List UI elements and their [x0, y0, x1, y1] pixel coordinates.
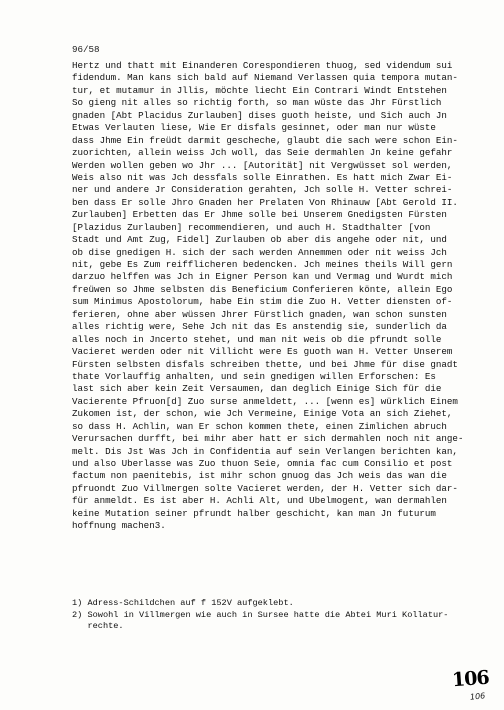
text-line: factum non paenitebis, ist mihr schon gnuog das Jch weis das wan die: [72, 470, 447, 482]
text-line: Etwas Verlauten liese, Wie Er disfals gesinnet, oder man nur wüste: [72, 122, 436, 134]
text-line: Verursachen durfft, bei mihr aber hatt er sich dermahlen noch nit ange-: [72, 433, 464, 445]
text-line: thate Vorlauffig anhalten, und sein gnedigen willen Erforschen: Es: [72, 370, 436, 382]
text-line: [Plazidus Zurlauben] recommendieren, und auch H. Stadthalter [von: [72, 221, 431, 233]
text-line: Zukomen ist, der schon, wie Jch Vermeine, Einige Vota an sich Ziehet,: [72, 408, 453, 420]
text-line: fidendum. Man kans sich bald auf Niemand Verlassen quia tempora mutan-: [72, 72, 458, 84]
footnote-line: 1) Adress-Schildchen auf f 152V aufgeklebt.: [72, 598, 294, 608]
text-line: Fürsten selbsten disfals schreiben thette, und bei Jhme für dise gnadt: [72, 358, 458, 370]
text-line: alles noch in Jncerto stehet, und man nit weis ob die pfrundt solle: [72, 333, 442, 345]
folio-number: 96/58: [72, 44, 100, 55]
text-line: hoffnung machen3.: [72, 520, 166, 532]
text-line: ob dise gnedigen H. sich der sach werden Annemmen oder nit weiss Jch: [72, 246, 447, 258]
text-line: ferieren, ohne aber wüssen Jhrer Fürstlich gnaden, wan schon sunsten: [72, 308, 447, 320]
page-stamp-number: 106: [451, 666, 490, 692]
text-line: tur, et mutamur in Jllis, möchte liecht Ein Contrari Windt Entstehen: [72, 84, 447, 96]
text-line: Hertz und thatt mit Einanderen Corespondieren thuog, sed videndum sui: [72, 60, 453, 71]
text-line: dass Jhme Ein freüdt darmit gescheche, glaubt die sach were schon Ein-: [72, 134, 458, 146]
text-line: Weis also nit was Jch dessfals solle Einrathen. Es hatt mich Zwar Ei-: [72, 171, 453, 183]
text-line: melt. Dis Jst Was Jch in Confidentia auf sein Verlangen berichten kan,: [72, 445, 458, 457]
text-line: Werden wollen geben wo Jhr ... [Autorität] nit Vergwüsset sol werden,: [72, 159, 453, 171]
text-line: nit, gebe Es Zum reifflicheren bedencken. Jch meines theils Will gern: [72, 259, 453, 270]
text-line: so dass H. Achlin, wan Er schon kommen thete, einen Zimlichen abruch: [72, 420, 447, 432]
text-line: freüwen so Jhme selbsten dis Beneficium Conferieren könte, allein Ego: [72, 283, 453, 295]
text-line: Zurlauben] Erbetten das Er Jhme solle bei Unserem Gnedigsten Fürsten: [72, 209, 447, 221]
text-line: ben dass Er solle Jhro Gnaden her Prelaten Von Rhinauw [Abt Gerold II.: [72, 196, 458, 208]
page-stamp-number-small: 106: [469, 691, 486, 702]
text-line: zuorichten, allein weiss Jch woll, das Seie dermahlen Jn keine gefahr: [72, 147, 453, 159]
text-line: last sich aber kein Zeit Versaumen, dan deglich Einige Sich für die: [72, 383, 442, 395]
text-line: darzuo helffen was Jch in Eigner Person kan und Vermag und Wurdt mich: [72, 271, 453, 283]
text-line: Vacieret werden oder nit Villicht were Es guoth wan H. Vetter Unserem: [72, 346, 453, 358]
text-line: Vacierente Pfruon[d] Zuo surse anmeldett, ... [wenn es] würklich Einem: [72, 395, 458, 407]
text-line: ner und andere Jr Consideration gerahten, Jch solle H. Vetter schrei-: [72, 184, 453, 196]
text-line: pfruondt Zuo Villmergen solte Vacieret werden, der H. Vetter sich dar-: [72, 482, 458, 494]
footnote-line: 2) Sowohl in Villmergen wie auch in Sursee hatte die Abtei Muri Kollatur-: [72, 609, 449, 620]
footnote-line: rechte.: [72, 621, 124, 632]
text-line: für anmeldt. Es ist aber H. Achli Alt, und Ubelmogent, wan dermahlen: [72, 495, 447, 507]
text-line: So gieng nit alles so richtig forth, so man wüste das Jhr Fürstlich: [72, 97, 442, 109]
footnotes: [72, 598, 492, 633]
text-line: sum Minimus Apostolorum, habe Ein stim die Zuo H. Vetter diensten of-: [72, 296, 453, 308]
letter-body: [72, 60, 492, 533]
text-line: Stadt und Amt Zug, Fidel] Zurlauben ob aber dis angehe oder nit, und: [72, 234, 447, 246]
text-line: gnaden [Abt Placidus Zurlauben] dises guoth heiste, und Sich auch Jn: [72, 109, 447, 121]
text-line: und also Uberlasse was Zuo thuon Seie, omnia fac cum Consilio et post: [72, 458, 453, 469]
text-line: keine Mutation seiner pfrundt halber geschicht, kan man Jn futurum: [72, 507, 436, 519]
text-line: alles richtig were, Sehe Jch nit das Es anstendig sie, sunderlich da: [72, 321, 447, 333]
